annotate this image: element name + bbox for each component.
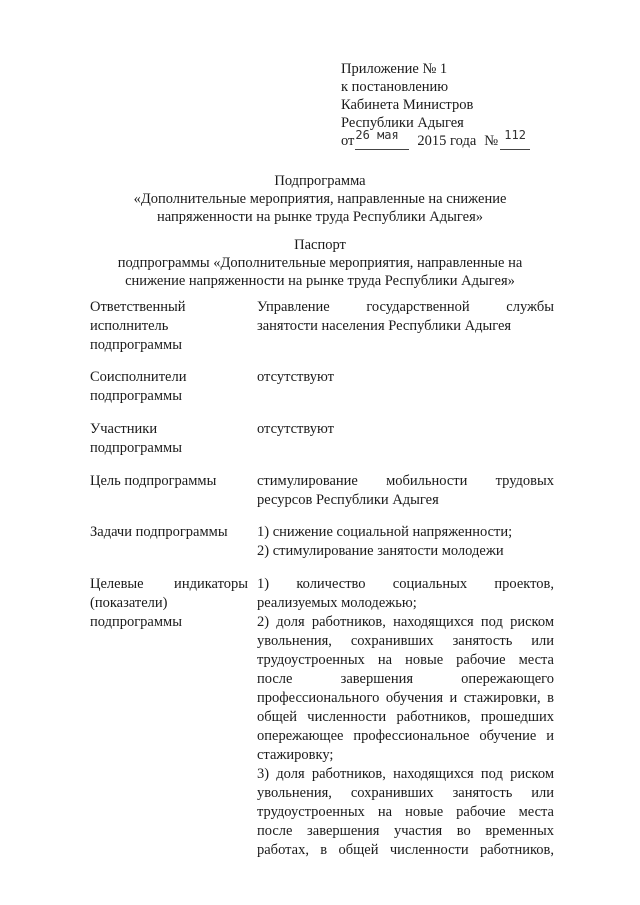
- subprogram-title-line: Подпрограмма: [274, 173, 366, 189]
- row-value-line: общей численности работников, прошедших: [257, 709, 554, 725]
- date-blank: [355, 128, 409, 150]
- number-sign: №: [484, 133, 499, 149]
- row-label-line: подпрограммы: [90, 614, 182, 630]
- row-value-line: занятости населения Республики Адыгея: [257, 318, 512, 334]
- row-value-line: опережающее профессиональное обучение и: [257, 728, 554, 744]
- year-text: 2015 года: [417, 133, 477, 149]
- row-value-line: трудоустроенных на новые рабочие места: [257, 652, 554, 668]
- row-value-line: увольнения, сохранивших занятость или: [257, 785, 554, 801]
- subprogram-title-line: напряженности на рынке труда Республики Адыгея»: [157, 209, 483, 225]
- row-value-line: стажировку;: [257, 747, 334, 763]
- row-value-line: после завершения участия во временных: [257, 823, 554, 839]
- row-value-line: трудоустроенных на новые рабочие места: [257, 804, 554, 820]
- row-label-line: (показатели): [90, 595, 168, 611]
- row-value-line: работах, в общей численности работников,: [257, 842, 554, 858]
- row-value: [257, 369, 554, 388]
- passport-title-line: Паспорт: [294, 237, 346, 253]
- row-value: [257, 299, 554, 337]
- row-value-line: 2) доля работников, находящихся под риском: [257, 614, 554, 630]
- date-prefix: от: [341, 133, 355, 149]
- row-value: [257, 524, 554, 562]
- passport-title-line: снижение напряженности на рынке труда Республики Адыгея»: [125, 273, 515, 289]
- row-value-line: ресурсов Республики Адыгея: [257, 492, 439, 508]
- row-value-line: Управление государственной службы: [257, 299, 554, 315]
- row-label-line: Цель подпрограммы: [90, 473, 217, 489]
- appendix-line: Кабинета Министров: [341, 97, 474, 113]
- row-label-line: Соисполнители: [90, 369, 187, 385]
- row-label-line: Задачи подпрограммы: [90, 524, 228, 540]
- row-value-line: стимулирование мобильности трудовых: [257, 473, 554, 489]
- row-label-line: исполнитель: [90, 318, 169, 334]
- row-value: [257, 576, 554, 861]
- row-value: [257, 421, 554, 440]
- row-label-line: подпрограммы: [90, 337, 182, 353]
- row-label: [90, 524, 248, 543]
- row-label-line: Целевые индикаторы: [90, 576, 248, 592]
- handwritten-date: 26 мая: [355, 128, 399, 142]
- row-value-line: после завершения опережающего: [257, 671, 554, 687]
- row-value-line: 1) количество социальных проектов,: [257, 576, 554, 592]
- row-value-line: увольнения, сохранивших занятость или: [257, 633, 554, 649]
- row-value-line: отсутствуют: [257, 421, 334, 437]
- appendix-line: Республики Адыгея: [341, 115, 464, 131]
- row-label: [90, 299, 248, 356]
- appendix-header: [341, 61, 601, 151]
- appendix-date-line: [341, 128, 601, 151]
- row-value-line: профессионального обучения и стажировки, в: [257, 690, 554, 706]
- row-label-line: Ответственный: [90, 299, 186, 315]
- passport-title: [80, 237, 560, 291]
- row-value-line: 1) снижение социальной напряженности;: [257, 524, 513, 540]
- number-blank: [500, 128, 530, 150]
- row-value: [257, 473, 554, 511]
- appendix-line: Приложение № 1: [341, 61, 448, 77]
- row-label: [90, 421, 248, 459]
- row-label: [90, 473, 248, 492]
- row-value-line: 3) доля работников, находящихся под риском: [257, 766, 554, 782]
- row-value-line: отсутствуют: [257, 369, 334, 385]
- passport-title-line: подпрограммы «Дополнительные мероприятия, направленные на: [117, 255, 523, 271]
- row-value-line: 2) стимулирование занятости молодежи: [257, 543, 504, 559]
- row-value-line: реализуемых молодежью;: [257, 595, 417, 611]
- row-label-line: Участники: [90, 421, 158, 437]
- handwritten-number: 112: [504, 128, 526, 142]
- row-label-line: подпрограммы: [90, 440, 182, 456]
- row-label-line: подпрограммы: [90, 388, 182, 404]
- row-label: [90, 369, 248, 407]
- subprogram-title: [80, 173, 560, 227]
- appendix-line: к постановлению: [341, 79, 449, 95]
- subprogram-title-line: «Дополнительные мероприятия, направленные на снижение: [133, 191, 507, 207]
- row-label: [90, 576, 248, 633]
